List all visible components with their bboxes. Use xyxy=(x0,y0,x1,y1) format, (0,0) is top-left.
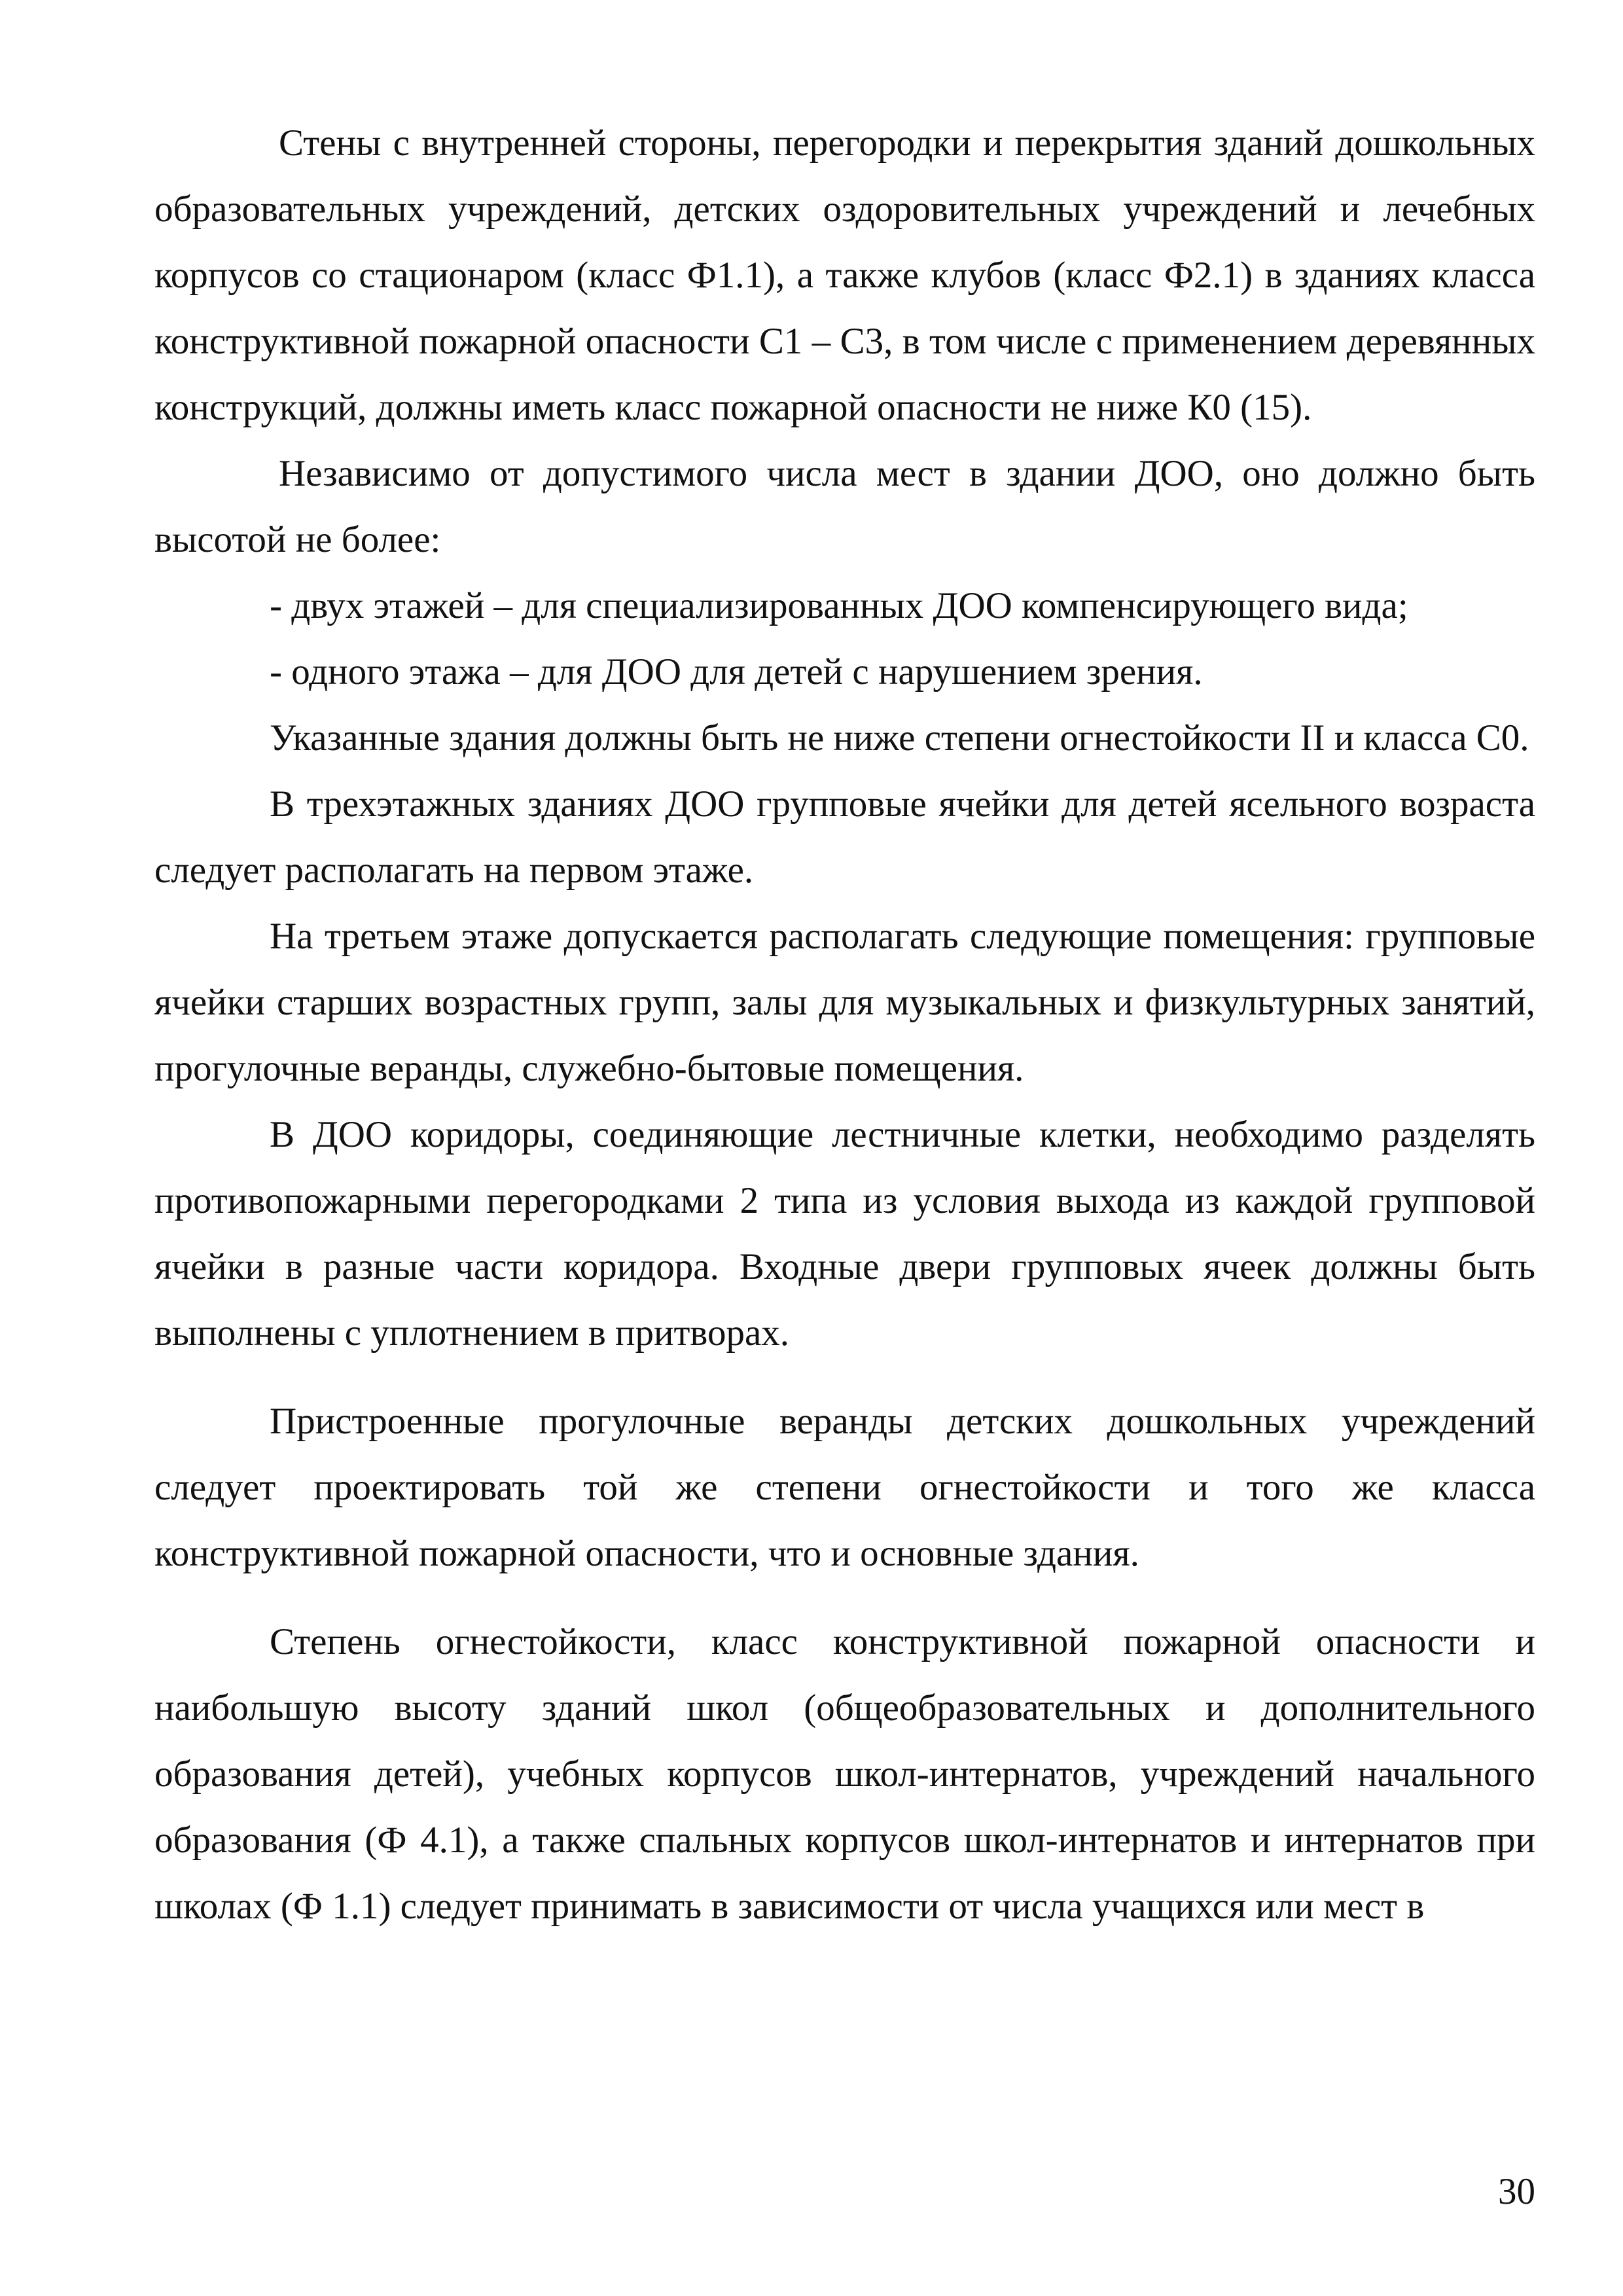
paragraph-walls-fire-class: Стены с внутренней стороны, перегородки и перекрытия зданий дошкольных образовательных учреждений, детских оздоровительных учреждений и лечебных корпусов со стационаром (класс Ф1.1), а также клубов (класс Ф2.1) в зданиях класса конструктивной пожарной опасности С1 – С3, в том числе с применением деревянных конструкций, должны иметь класс пожарной опасности не ниже К0 (15). xyxy=(154,122,1535,428)
paragraph-doo-height: Независимо от допустимого числа мест в здании ДОО, оно должно быть высотой не более: xyxy=(154,453,1535,560)
paragraph-schools: Степень огнестойкости, класс конструктивной пожарной опасности и наибольшую высоту зданий школ (общеобразовательных и дополнительного образования детей), учебных корпусов школ-интернатов, учреждений начального образования (Ф 4.1), а также спальных корпусов школ-интернатов и интернатов при школах (Ф 1.1) следует принимать в зависимости от числа учащихся или мест в xyxy=(154,1621,1535,1927)
paragraph-verandas: Пристроенные прогулочные веранды детских дошкольных учреждений следует проектировать той же степени огнестойкости и того же класса конструктивной пожарной опасности, что и основные здания. xyxy=(154,1401,1535,1574)
list-item-one-floor: - одного этажа – для ДОО для детей с нарушением зрения. xyxy=(270,651,1203,692)
page-number: 30 xyxy=(1498,2171,1535,2212)
paragraph-fire-resistance: Указанные здания должны быть не ниже степени огнестойкости II и класса С0. xyxy=(270,717,1529,759)
list-item-two-floors: - двух этажей – для специализированных ДОО компенсирующего вида; xyxy=(270,585,1408,626)
paragraph-third-floor: На третьем этаже допускается располагать следующие помещения: групповые ячейки старших возрастных групп, залы для музыкальных и физкультурных занятий, прогулочные веранды, служебно-бытовые помещения. xyxy=(154,916,1535,1089)
paragraph-three-storey: В трехэтажных зданиях ДОО групповые ячейки для детей ясельного возраста следует располагать на первом этаже. xyxy=(154,783,1535,891)
document-body xyxy=(154,110,1535,1939)
paragraph-corridors: В ДОО коридоры, соединяющие лестничные клетки, необходимо разделять противопожарными перегородками 2 типа из условия выхода из каждой групповой ячейки в разные части коридора. Входные двери групповых ячеек должны быть выполнены с уплотнением в притворах. xyxy=(154,1114,1535,1354)
